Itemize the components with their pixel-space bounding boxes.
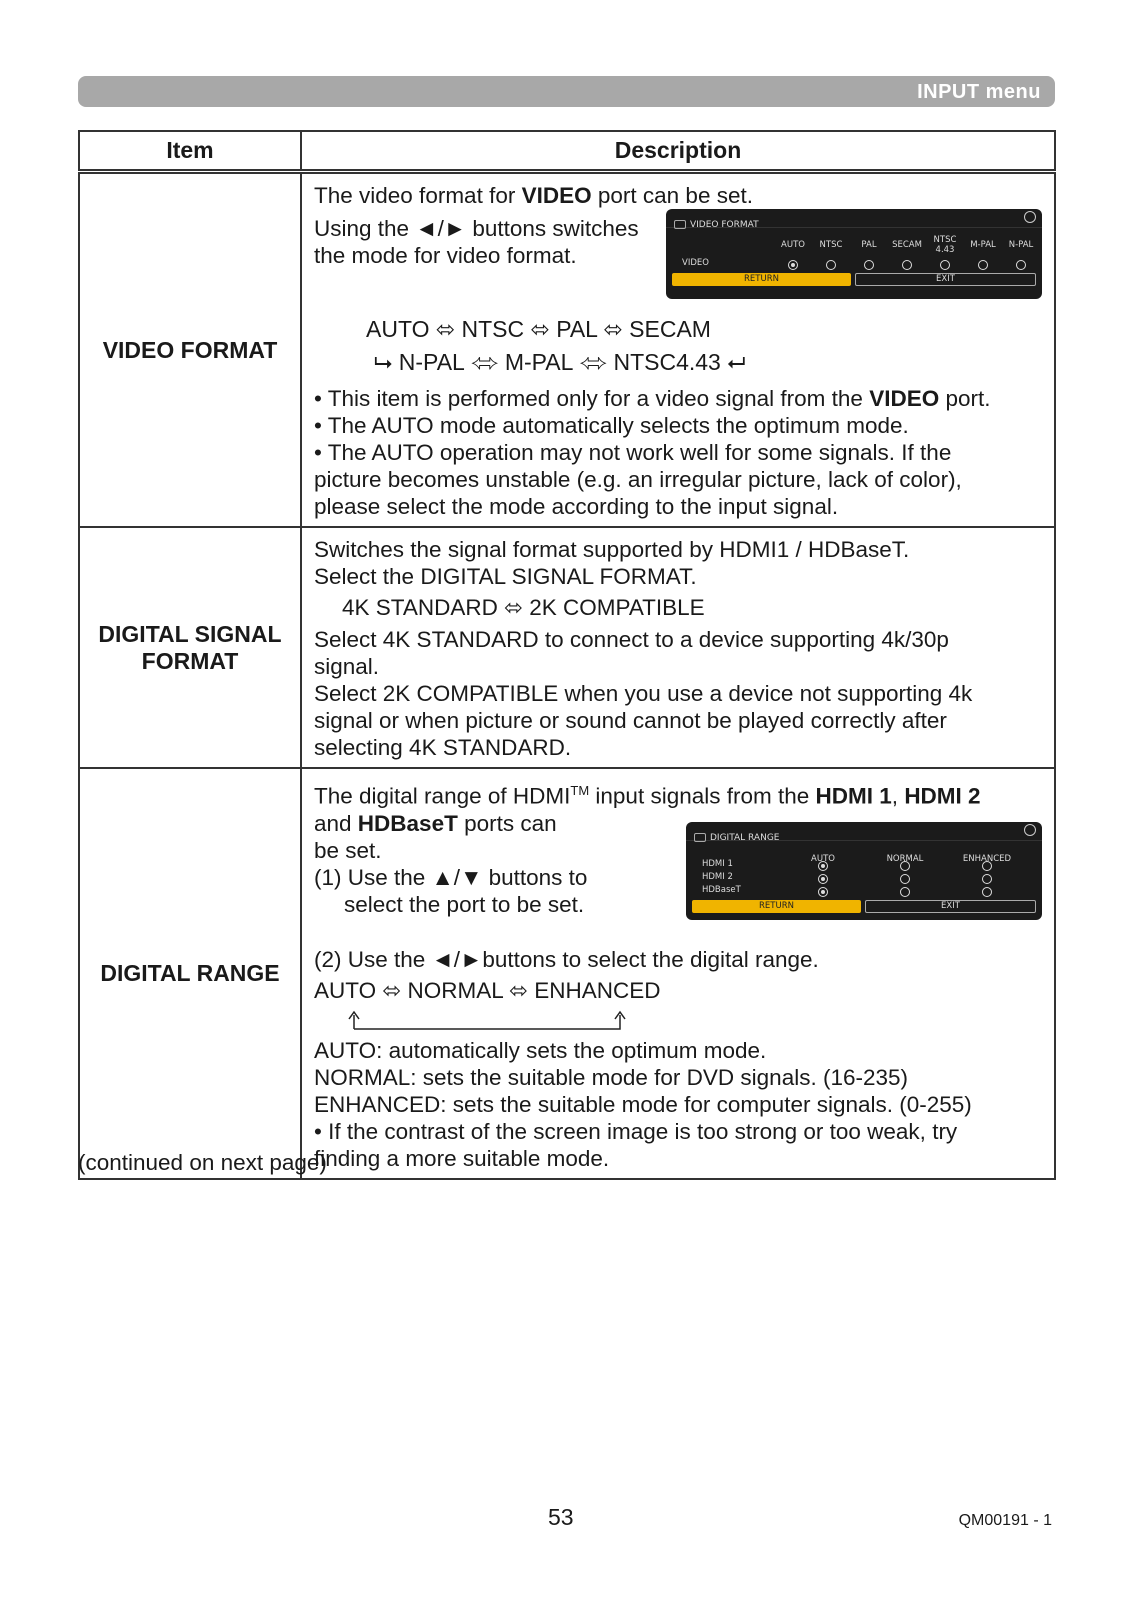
radio-hdbaset-auto[interactable]: [818, 887, 828, 897]
dsf-line2: Select the DIGITAL SIGNAL FORMAT.: [314, 564, 697, 589]
osd-exit-button[interactable]: EXIT: [855, 273, 1036, 286]
table-row-digital-range: [79, 768, 1055, 1179]
osd-row-video: VIDEO: [682, 257, 709, 268]
monitor-icon: [694, 833, 706, 842]
radio-hdmi2-normal[interactable]: [900, 874, 910, 884]
dr-cycle: AUTO ⬄ NORMAL ⬄ ENHANCED: [314, 977, 661, 1003]
osd-col-mpal: M-PAL: [970, 239, 996, 250]
video-format-note4: picture becomes unstable (e.g. an irregular picture, lack of color),: [314, 467, 962, 492]
dsf-line3: Select 4K STANDARD to connect to a device supporting 4k/30p: [314, 627, 949, 652]
radio-hdmi2-enhanced[interactable]: [982, 874, 992, 884]
gear-icon: [1024, 824, 1036, 836]
radio-hdmi1-enhanced[interactable]: [982, 861, 992, 871]
osd-title: VIDEO FORMAT: [690, 220, 759, 230]
radio-pal[interactable]: [864, 260, 874, 270]
desc-video-format: [301, 172, 1055, 528]
gear-icon: [1024, 211, 1036, 223]
osd-col-normal: NORMAL: [886, 853, 924, 864]
osd-row-hdmi2: HDMI 2: [702, 871, 733, 882]
video-format-note5: please select the mode according to the input signal.: [314, 494, 839, 519]
osd-col-secam: SECAM: [892, 239, 922, 250]
dr-line1: The digital range of HDMI™ input signals from the HDMI 1, HDMI 2: [314, 783, 981, 809]
dr-def2: NORMAL: sets the suitable mode for DVD signals. (16-235): [314, 1064, 908, 1090]
osd-col-ntsc: NTSC: [819, 239, 843, 250]
video-format-note2: • The AUTO mode automatically selects the optimum mode.: [314, 413, 909, 438]
dsf-line1: Switches the signal format supported by HDMI1 / HDBaseT.: [314, 537, 910, 562]
radio-hdmi1-auto[interactable]: [818, 861, 828, 871]
digital-range-osd-panel: [686, 822, 1042, 920]
radio-hdbaset-normal[interactable]: [900, 887, 910, 897]
radio-hdmi2-auto[interactable]: [818, 874, 828, 884]
item-digital-signal-format: DIGITAL SIGNAL FORMAT: [79, 527, 301, 768]
dr-step1b: select the port to be set.: [344, 891, 585, 917]
continued-note: (continued on next page): [78, 1150, 327, 1175]
dsf-cycle: 4K STANDARD ⬄ 2K COMPATIBLE: [342, 595, 705, 620]
column-header-item: Item: [79, 131, 301, 172]
radio-npal[interactable]: [1016, 260, 1026, 270]
osd-col-auto: AUTO: [811, 853, 835, 864]
osd-col-npal: N-PAL: [1008, 239, 1034, 250]
radio-ntsc443[interactable]: [940, 260, 950, 270]
radio-secam[interactable]: [902, 260, 912, 270]
video-format-usage-line1: Using the ◄/► buttons switches: [314, 216, 639, 241]
dr-cycle-return-arrow: [314, 1009, 1042, 1031]
video-format-usage-line2: the mode for video format.: [314, 243, 577, 268]
radio-hdbaset-enhanced[interactable]: [982, 887, 992, 897]
table-header-row: [79, 131, 1055, 172]
video-format-note1: • This item is performed only for a video signal from the VIDEO port.: [314, 386, 991, 411]
video-format-cycle-line1: AUTO ⬄ NTSC ⬄ PAL ⬄ SECAM: [366, 316, 711, 342]
dr-note1: • If the contrast of the screen image is too strong or too weak, try: [314, 1118, 958, 1144]
osd-col-auto: AUTO: [781, 239, 805, 250]
item-digital-range: DIGITAL RANGE: [79, 768, 301, 1179]
radio-hdmi1-normal[interactable]: [900, 861, 910, 871]
osd-exit-button[interactable]: EXIT: [865, 900, 1036, 913]
radio-auto[interactable]: [788, 260, 798, 270]
item-video-format: VIDEO FORMAT: [79, 172, 301, 528]
osd-title: DIGITAL RANGE: [710, 832, 780, 843]
video-format-note3: • The AUTO operation may not work well for some signals. If the: [314, 440, 952, 465]
dr-def1: AUTO: automatically sets the optimum mode.: [314, 1037, 767, 1063]
video-format-osd-panel: [666, 209, 1042, 299]
dr-step1a: (1) Use the ▲/▼ buttons to: [314, 864, 588, 890]
dr-def3: ENHANCED: sets the suitable mode for computer signals. (0-255): [314, 1091, 972, 1117]
dsf-line5: Select 2K COMPATIBLE when you use a device not supporting 4k: [314, 681, 973, 706]
table-row-video-format: [79, 172, 1055, 528]
osd-col-enhanced: ENHANCED: [962, 853, 1012, 864]
return-arrow-icon: [348, 1009, 628, 1031]
dsf-line4: signal.: [314, 654, 380, 679]
desc-digital-signal-format: [301, 527, 1055, 768]
column-header-description: Description: [301, 131, 1055, 172]
osd-return-button[interactable]: RETURN: [672, 273, 851, 286]
dr-line3: be set.: [314, 837, 382, 863]
section-header-bar: [78, 76, 1055, 107]
page-number: 53: [548, 1504, 574, 1530]
radio-mpal[interactable]: [978, 260, 988, 270]
osd-return-button[interactable]: RETURN: [692, 900, 861, 913]
osd-col-ntsc443: NTSC 4.43: [933, 235, 957, 255]
menu-table: [78, 130, 1056, 1180]
dr-note2: finding a more suitable mode.: [314, 1145, 610, 1171]
document-id: QM00191 - 1: [958, 1512, 1052, 1529]
radio-ntsc[interactable]: [826, 260, 836, 270]
video-format-intro: The video format for VIDEO port can be set.: [314, 183, 753, 208]
osd-row-hdbaset: HDBaseT: [702, 884, 741, 895]
table-row-digital-signal-format: [79, 527, 1055, 768]
monitor-icon: [674, 220, 686, 229]
dr-line2: and HDBaseT ports can: [314, 810, 557, 836]
osd-row-hdmi1: HDMI 1: [702, 858, 733, 869]
video-format-cycle-line2: ⮡ N-PAL ⬄ M-PAL ⬄ NTSC4.43 ⮠: [374, 349, 746, 375]
dsf-line6: signal or when picture or sound cannot be played correctly after: [314, 708, 947, 733]
desc-digital-range: [301, 768, 1055, 1179]
section-title: INPUT menu: [917, 81, 1041, 103]
osd-col-pal: PAL: [861, 239, 877, 250]
dr-step2: (2) Use the ◄/►buttons to select the digital range.: [314, 946, 819, 972]
dsf-line7: selecting 4K STANDARD.: [314, 735, 572, 760]
